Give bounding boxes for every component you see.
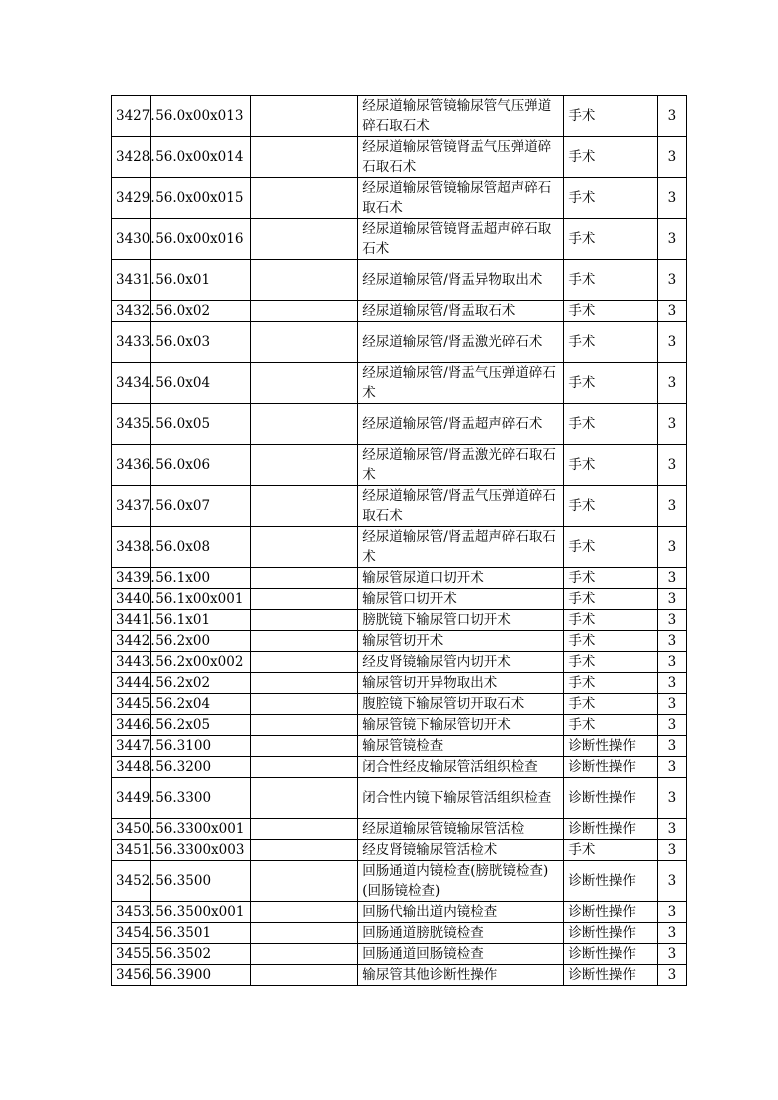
table-row bbox=[112, 445, 687, 486]
code-cell: 56.3500 bbox=[151, 861, 251, 902]
procedure-name-cell: 膀胱镜下输尿管口切开术 bbox=[358, 610, 564, 631]
category-cell: 手术 bbox=[564, 694, 657, 715]
level-cell: 3 bbox=[657, 301, 686, 322]
level-cell: 3 bbox=[657, 363, 686, 404]
row-number-cell: 3449. bbox=[112, 778, 151, 819]
row-number-cell: 3454. bbox=[112, 923, 151, 944]
procedure-code-table bbox=[111, 95, 687, 986]
row-number-cell: 3440. bbox=[112, 589, 151, 610]
procedure-name-cell: 输尿管镜下输尿管切开术 bbox=[358, 715, 564, 736]
procedure-name-cell: 经尿道输尿管/肾盂气压弹道碎石取石术 bbox=[358, 486, 564, 527]
row-number-cell: 3433. bbox=[112, 322, 151, 363]
level-cell: 3 bbox=[657, 322, 686, 363]
code-cell: 56.0x01 bbox=[151, 260, 251, 301]
code-cell: 56.3502 bbox=[151, 944, 251, 965]
level-cell: 3 bbox=[657, 631, 686, 652]
table-row bbox=[112, 778, 687, 819]
table-row bbox=[112, 610, 687, 631]
table-row bbox=[112, 96, 687, 137]
procedure-name-cell: 经尿道输尿管/肾盂激光碎石取石术 bbox=[358, 445, 564, 486]
level-cell: 3 bbox=[657, 673, 686, 694]
empty-cell bbox=[250, 715, 358, 736]
empty-cell bbox=[250, 445, 358, 486]
category-cell: 手术 bbox=[564, 486, 657, 527]
category-cell: 手术 bbox=[564, 301, 657, 322]
code-cell: 56.2x00 bbox=[151, 631, 251, 652]
procedure-name-cell: 输尿管口切开术 bbox=[358, 589, 564, 610]
empty-cell bbox=[250, 819, 358, 840]
level-cell: 3 bbox=[657, 445, 686, 486]
empty-cell bbox=[250, 589, 358, 610]
row-number-cell: 3429. bbox=[112, 178, 151, 219]
table-row bbox=[112, 178, 687, 219]
category-cell: 手术 bbox=[564, 96, 657, 137]
table-row bbox=[112, 819, 687, 840]
empty-cell bbox=[250, 301, 358, 322]
row-number-cell: 3428. bbox=[112, 137, 151, 178]
category-cell: 手术 bbox=[564, 445, 657, 486]
code-cell: 56.0x05 bbox=[151, 404, 251, 445]
empty-cell bbox=[250, 96, 358, 137]
empty-cell bbox=[250, 902, 358, 923]
procedure-name-cell: 回肠通道内镜检查(膀胱镜检查)(回肠镜检查) bbox=[358, 861, 564, 902]
code-cell: 56.2x05 bbox=[151, 715, 251, 736]
empty-cell bbox=[250, 219, 358, 260]
empty-cell bbox=[250, 965, 358, 986]
code-cell: 56.0x07 bbox=[151, 486, 251, 527]
empty-cell bbox=[250, 652, 358, 673]
category-cell: 诊断性操作 bbox=[564, 861, 657, 902]
level-cell: 3 bbox=[657, 260, 686, 301]
code-cell: 56.1x00x001 bbox=[151, 589, 251, 610]
level-cell: 3 bbox=[657, 923, 686, 944]
table-row bbox=[112, 137, 687, 178]
empty-cell bbox=[250, 568, 358, 589]
category-cell: 手术 bbox=[564, 652, 657, 673]
table-row bbox=[112, 944, 687, 965]
empty-cell bbox=[250, 610, 358, 631]
level-cell: 3 bbox=[657, 757, 686, 778]
row-number-cell: 3444. bbox=[112, 673, 151, 694]
code-cell: 56.0x02 bbox=[151, 301, 251, 322]
level-cell: 3 bbox=[657, 589, 686, 610]
level-cell: 3 bbox=[657, 219, 686, 260]
empty-cell bbox=[250, 757, 358, 778]
table-row bbox=[112, 404, 687, 445]
level-cell: 3 bbox=[657, 840, 686, 861]
procedure-name-cell: 回肠代输出道内镜检查 bbox=[358, 902, 564, 923]
code-cell: 56.0x06 bbox=[151, 445, 251, 486]
code-cell: 56.0x00x015 bbox=[151, 178, 251, 219]
row-number-cell: 3446. bbox=[112, 715, 151, 736]
level-cell: 3 bbox=[657, 178, 686, 219]
procedure-name-cell: 输尿管其他诊断性操作 bbox=[358, 965, 564, 986]
category-cell: 诊断性操作 bbox=[564, 902, 657, 923]
category-cell: 手术 bbox=[564, 631, 657, 652]
table-row bbox=[112, 568, 687, 589]
table-row bbox=[112, 260, 687, 301]
code-cell: 56.1x01 bbox=[151, 610, 251, 631]
category-cell: 手术 bbox=[564, 178, 657, 219]
empty-cell bbox=[250, 736, 358, 757]
category-cell: 手术 bbox=[564, 404, 657, 445]
code-cell: 56.1x00 bbox=[151, 568, 251, 589]
empty-cell bbox=[250, 486, 358, 527]
empty-cell bbox=[250, 178, 358, 219]
row-number-cell: 3452. bbox=[112, 861, 151, 902]
category-cell: 手术 bbox=[564, 673, 657, 694]
procedure-name-cell: 腹腔镜下输尿管切开取石术 bbox=[358, 694, 564, 715]
category-cell: 手术 bbox=[564, 610, 657, 631]
empty-cell bbox=[250, 694, 358, 715]
row-number-cell: 3427. bbox=[112, 96, 151, 137]
empty-cell bbox=[250, 673, 358, 694]
table-row bbox=[112, 589, 687, 610]
table-row bbox=[112, 840, 687, 861]
table-row bbox=[112, 527, 687, 568]
row-number-cell: 3434. bbox=[112, 363, 151, 404]
table-row bbox=[112, 363, 687, 404]
row-number-cell: 3451. bbox=[112, 840, 151, 861]
category-cell: 诊断性操作 bbox=[564, 757, 657, 778]
empty-cell bbox=[250, 840, 358, 861]
table-row bbox=[112, 631, 687, 652]
level-cell: 3 bbox=[657, 486, 686, 527]
table-row bbox=[112, 673, 687, 694]
level-cell: 3 bbox=[657, 96, 686, 137]
row-number-cell: 3431. bbox=[112, 260, 151, 301]
empty-cell bbox=[250, 861, 358, 902]
category-cell: 诊断性操作 bbox=[564, 965, 657, 986]
procedure-name-cell: 回肠通道回肠镜检查 bbox=[358, 944, 564, 965]
empty-cell bbox=[250, 322, 358, 363]
row-number-cell: 3455. bbox=[112, 944, 151, 965]
code-cell: 56.2x04 bbox=[151, 694, 251, 715]
row-number-cell: 3430. bbox=[112, 219, 151, 260]
row-number-cell: 3453. bbox=[112, 902, 151, 923]
category-cell: 手术 bbox=[564, 219, 657, 260]
table-row bbox=[112, 694, 687, 715]
empty-cell bbox=[250, 260, 358, 301]
category-cell: 诊断性操作 bbox=[564, 923, 657, 944]
level-cell: 3 bbox=[657, 778, 686, 819]
table-row bbox=[112, 861, 687, 902]
empty-cell bbox=[250, 944, 358, 965]
empty-cell bbox=[250, 404, 358, 445]
procedure-name-cell: 闭合性经皮输尿管活组织检查 bbox=[358, 757, 564, 778]
procedure-name-cell: 经尿道输尿管/肾盂激光碎石术 bbox=[358, 322, 564, 363]
procedure-name-cell: 经尿道输尿管镜肾盂超声碎石取石术 bbox=[358, 219, 564, 260]
row-number-cell: 3438. bbox=[112, 527, 151, 568]
code-cell: 56.0x04 bbox=[151, 363, 251, 404]
code-cell: 56.3900 bbox=[151, 965, 251, 986]
procedure-name-cell: 经尿道输尿管镜输尿管超声碎石取石术 bbox=[358, 178, 564, 219]
category-cell: 诊断性操作 bbox=[564, 778, 657, 819]
table-body bbox=[112, 96, 687, 986]
row-number-cell: 3445. bbox=[112, 694, 151, 715]
row-number-cell: 3456. bbox=[112, 965, 151, 986]
level-cell: 3 bbox=[657, 137, 686, 178]
table-row bbox=[112, 965, 687, 986]
procedure-name-cell: 经尿道输尿管/肾盂异物取出术 bbox=[358, 260, 564, 301]
procedure-name-cell: 经尿道输尿管镜肾盂气压弹道碎石取石术 bbox=[358, 137, 564, 178]
level-cell: 3 bbox=[657, 819, 686, 840]
row-number-cell: 3447. bbox=[112, 736, 151, 757]
table-row bbox=[112, 902, 687, 923]
empty-cell bbox=[250, 527, 358, 568]
code-cell: 56.2x00x002 bbox=[151, 652, 251, 673]
code-cell: 56.3501 bbox=[151, 923, 251, 944]
category-cell: 手术 bbox=[564, 589, 657, 610]
level-cell: 3 bbox=[657, 610, 686, 631]
row-number-cell: 3435. bbox=[112, 404, 151, 445]
table-row bbox=[112, 219, 687, 260]
level-cell: 3 bbox=[657, 861, 686, 902]
category-cell: 诊断性操作 bbox=[564, 944, 657, 965]
code-cell: 56.3200 bbox=[151, 757, 251, 778]
code-cell: 56.3500x001 bbox=[151, 902, 251, 923]
procedure-name-cell: 经尿道输尿管镜输尿管活检 bbox=[358, 819, 564, 840]
procedure-name-cell: 输尿管镜检查 bbox=[358, 736, 564, 757]
procedure-name-cell: 经尿道输尿管镜输尿管气压弹道碎石取石术 bbox=[358, 96, 564, 137]
row-number-cell: 3442. bbox=[112, 631, 151, 652]
table-row bbox=[112, 715, 687, 736]
table-row bbox=[112, 757, 687, 778]
procedure-name-cell: 输尿管尿道口切开术 bbox=[358, 568, 564, 589]
level-cell: 3 bbox=[657, 715, 686, 736]
empty-cell bbox=[250, 778, 358, 819]
row-number-cell: 3441. bbox=[112, 610, 151, 631]
category-cell: 诊断性操作 bbox=[564, 819, 657, 840]
code-cell: 56.3300x003 bbox=[151, 840, 251, 861]
row-number-cell: 3437. bbox=[112, 486, 151, 527]
row-number-cell: 3436. bbox=[112, 445, 151, 486]
category-cell: 手术 bbox=[564, 715, 657, 736]
procedure-name-cell: 回肠通道膀胱镜检查 bbox=[358, 923, 564, 944]
category-cell: 诊断性操作 bbox=[564, 736, 657, 757]
code-cell: 56.0x00x014 bbox=[151, 137, 251, 178]
category-cell: 手术 bbox=[564, 137, 657, 178]
category-cell: 手术 bbox=[564, 840, 657, 861]
empty-cell bbox=[250, 631, 358, 652]
code-cell: 56.0x00x016 bbox=[151, 219, 251, 260]
code-cell: 56.3100 bbox=[151, 736, 251, 757]
level-cell: 3 bbox=[657, 568, 686, 589]
procedure-name-cell: 经尿道输尿管/肾盂气压弹道碎石术 bbox=[358, 363, 564, 404]
procedure-name-cell: 经尿道输尿管/肾盂超声碎石术 bbox=[358, 404, 564, 445]
procedure-name-cell: 输尿管切开术 bbox=[358, 631, 564, 652]
procedure-name-cell: 输尿管切开异物取出术 bbox=[358, 673, 564, 694]
category-cell: 手术 bbox=[564, 527, 657, 568]
table-row bbox=[112, 652, 687, 673]
category-cell: 手术 bbox=[564, 568, 657, 589]
level-cell: 3 bbox=[657, 965, 686, 986]
level-cell: 3 bbox=[657, 944, 686, 965]
level-cell: 3 bbox=[657, 527, 686, 568]
code-cell: 56.3300 bbox=[151, 778, 251, 819]
table-row bbox=[112, 301, 687, 322]
level-cell: 3 bbox=[657, 404, 686, 445]
procedure-name-cell: 经尿道输尿管/肾盂超声碎石取石术 bbox=[358, 527, 564, 568]
code-cell: 56.0x03 bbox=[151, 322, 251, 363]
row-number-cell: 3450. bbox=[112, 819, 151, 840]
level-cell: 3 bbox=[657, 652, 686, 673]
level-cell: 3 bbox=[657, 902, 686, 923]
procedure-name-cell: 闭合性内镜下输尿管活组织检查 bbox=[358, 778, 564, 819]
table-row bbox=[112, 322, 687, 363]
row-number-cell: 3448. bbox=[112, 757, 151, 778]
row-number-cell: 3439. bbox=[112, 568, 151, 589]
table-row bbox=[112, 923, 687, 944]
code-cell: 56.2x02 bbox=[151, 673, 251, 694]
level-cell: 3 bbox=[657, 736, 686, 757]
level-cell: 3 bbox=[657, 694, 686, 715]
empty-cell bbox=[250, 137, 358, 178]
code-cell: 56.0x08 bbox=[151, 527, 251, 568]
table-row bbox=[112, 736, 687, 757]
procedure-name-cell: 经皮肾镜输尿管内切开术 bbox=[358, 652, 564, 673]
empty-cell bbox=[250, 363, 358, 404]
code-cell: 56.3300x001 bbox=[151, 819, 251, 840]
category-cell: 手术 bbox=[564, 322, 657, 363]
table-row bbox=[112, 486, 687, 527]
empty-cell bbox=[250, 923, 358, 944]
procedure-name-cell: 经皮肾镜输尿管活检术 bbox=[358, 840, 564, 861]
category-cell: 手术 bbox=[564, 260, 657, 301]
row-number-cell: 3432. bbox=[112, 301, 151, 322]
procedure-name-cell: 经尿道输尿管/肾盂取石术 bbox=[358, 301, 564, 322]
code-cell: 56.0x00x013 bbox=[151, 96, 251, 137]
row-number-cell: 3443. bbox=[112, 652, 151, 673]
category-cell: 手术 bbox=[564, 363, 657, 404]
